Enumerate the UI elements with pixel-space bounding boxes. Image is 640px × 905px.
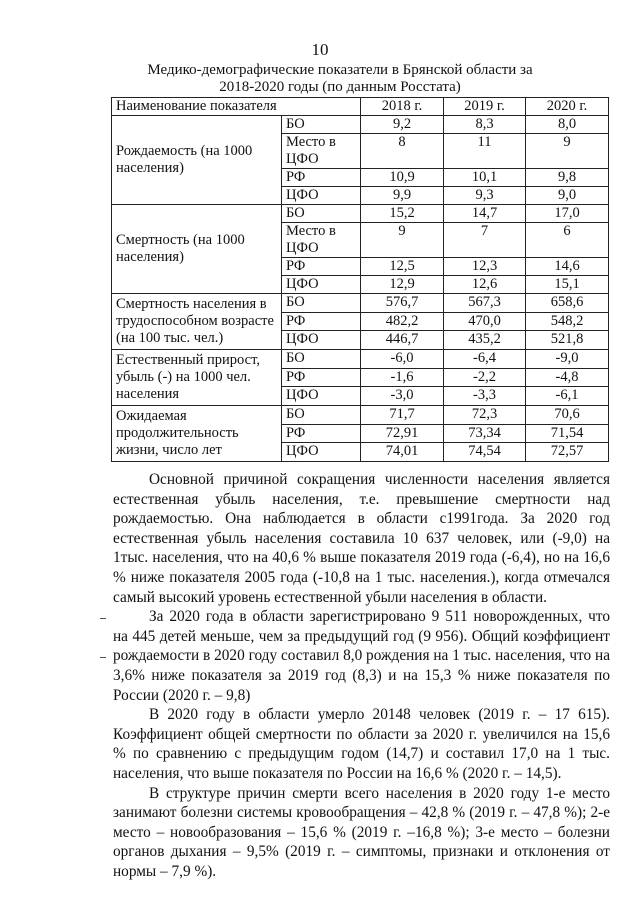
value-cell: 658,6 [526, 294, 609, 313]
region-label: ЦФО [282, 276, 361, 294]
indicator-name: Ожидаемая продолжительность жизни, число лет [112, 406, 282, 462]
value-cell: 435,2 [444, 331, 526, 350]
table-row [112, 350, 609, 369]
table-body [112, 116, 609, 462]
region-label: БО [282, 406, 361, 425]
paragraph-natural-decline: Основной причиной сокращения численности населения является естественная убыль населения, т.е. превышение смертности над рождаемостью. Она наблюдается в области с1991года. За 2020 год естественная убыль населения составила 10 637 человек, или (-9,0) на 1тыс. населения, что на 40,6 % выше показателя 2019 года (-6,4), но на 16,6 % ниже показателя 2005 года (-10,8 на 1 тыс. населения.), когда отмечался самый высокий уровень естественной убыли населения в области. [113, 471, 610, 606]
value-cell: 14,6 [526, 258, 609, 276]
value-cell: 10,1 [444, 169, 526, 187]
margin-mark [100, 618, 106, 619]
value-cell: -6,1 [526, 387, 609, 406]
value-cell: 470,0 [444, 312, 526, 331]
indicator-name: Естественный прирост, убыль (-) на 1000 чел. населения [112, 350, 282, 406]
table-row [112, 116, 609, 134]
value-cell: 9,8 [526, 169, 609, 187]
value-cell: 74,01 [361, 443, 444, 462]
header-year-2018: 2018 г. [361, 98, 444, 116]
region-label: БО [282, 205, 361, 223]
value-cell: -9,0 [526, 350, 609, 369]
value-cell: 74,54 [444, 443, 526, 462]
region-label: БО [282, 350, 361, 369]
body-text [113, 470, 610, 881]
value-cell: -6,0 [361, 350, 444, 369]
value-cell: 6 [526, 223, 609, 258]
region-label: РФ [282, 312, 361, 331]
value-cell: 8,3 [444, 116, 526, 134]
region-label: ЦФО [282, 443, 361, 462]
value-cell: 548,2 [526, 312, 609, 331]
value-cell: -3,3 [444, 387, 526, 406]
region-label: РФ [282, 258, 361, 276]
value-cell: 9,0 [526, 187, 609, 205]
table-title: Медико-демографические показатели в Брянской области за 2018-2020 годы (по данным Росстата) [147, 62, 533, 95]
value-cell: 9,3 [444, 187, 526, 205]
paragraph-deaths: В 2020 году в области умерло 20148 человек (2019 г. – 17 615). Коэффициент общей смертности по области за 2020 г. увеличился на 15,6 % по сравнению с предыдущим годом (14,7) и составил 17,0 на 1 тыс. населения, что выше показателя по России на 16,6 % (2020 г. – 14,5). [113, 706, 610, 782]
region-label: ЦФО [282, 187, 361, 205]
region-label: Место в ЦФО [282, 134, 361, 169]
indicator-name: Рождаемость (на 1000 населения) [112, 116, 282, 205]
value-cell: 9 [361, 223, 444, 258]
value-cell: -6,4 [444, 350, 526, 369]
value-cell: 70,6 [526, 406, 609, 425]
value-cell: 11 [444, 134, 526, 169]
value-cell: 14,7 [444, 205, 526, 223]
paragraph-causes-of-death: В структуре причин смерти всего населения в 2020 году 1-е место занимают болезни системы кровообращения – 42,8 % (2019 г. – 47,8 %); 2-е место – новообразования – 15,6 % (2019 г. –16,8 %); 3-е место – болезни органов дыхания – 9,5% (2019 г. – симптомы, признаки и отклонения от нормы – 7,9 %). [113, 784, 610, 880]
table-row [112, 205, 609, 223]
region-label: РФ [282, 424, 361, 443]
value-cell: -4,8 [526, 368, 609, 387]
value-cell: 576,7 [361, 294, 444, 313]
region-label: Место в ЦФО [282, 223, 361, 258]
page-number: 10 [311, 40, 329, 59]
value-cell: 9,2 [361, 116, 444, 134]
value-cell: 71,7 [361, 406, 444, 425]
value-cell: 8 [361, 134, 444, 169]
value-cell: 12,3 [444, 258, 526, 276]
region-label: БО [282, 116, 361, 134]
paragraph-births: За 2020 года в области зарегистрировано 9 511 новорожденных, что на 445 детей меньше, чем за предыдущий год (9 956). Общий коэффициент рождаемости в 2020 году составил 8,0 рождения на 1 тыс. населения, что на 3,6% ниже показателя за 2019 год (8,3) и на 15,3 % ниже показателя по России (2020 г. – 9,8) [113, 608, 610, 704]
table-row [112, 294, 609, 313]
value-cell: 12,6 [444, 276, 526, 294]
value-cell: 17,0 [526, 205, 609, 223]
value-cell: 73,34 [444, 424, 526, 443]
value-cell: 8,0 [526, 116, 609, 134]
region-label: БО [282, 294, 361, 313]
header-year-2020: 2020 г. [526, 98, 609, 116]
value-cell: 72,57 [526, 443, 609, 462]
header-indicator-name: Наименование показателя [112, 98, 361, 116]
value-cell: 9 [526, 134, 609, 169]
value-cell: 482,2 [361, 312, 444, 331]
value-cell: 7 [444, 223, 526, 258]
value-cell: 71,54 [526, 424, 609, 443]
value-cell: -1,6 [361, 368, 444, 387]
value-cell: -3,0 [361, 387, 444, 406]
value-cell: 567,3 [444, 294, 526, 313]
value-cell: 72,3 [444, 406, 526, 425]
table-header-row [112, 98, 609, 116]
value-cell: 521,8 [526, 331, 609, 350]
value-cell: 9,9 [361, 187, 444, 205]
value-cell: 72,91 [361, 424, 444, 443]
margin-mark [100, 657, 106, 658]
region-label: ЦФО [282, 331, 361, 350]
value-cell: 15,1 [526, 276, 609, 294]
table-row [112, 406, 609, 425]
value-cell: 15,2 [361, 205, 444, 223]
region-label: РФ [282, 368, 361, 387]
header-year-2019: 2019 г. [444, 98, 526, 116]
value-cell: 446,7 [361, 331, 444, 350]
value-cell: 12,9 [361, 276, 444, 294]
indicator-name: Смертность (на 1000 населения) [112, 205, 282, 294]
region-label: РФ [282, 169, 361, 187]
indicator-name: Смертность населения в трудоспособном возрасте (на 100 тыс. чел.) [112, 294, 282, 350]
region-label: ЦФО [282, 387, 361, 406]
demographic-table [111, 97, 609, 462]
value-cell: -2,2 [444, 368, 526, 387]
value-cell: 12,5 [361, 258, 444, 276]
value-cell: 10,9 [361, 169, 444, 187]
